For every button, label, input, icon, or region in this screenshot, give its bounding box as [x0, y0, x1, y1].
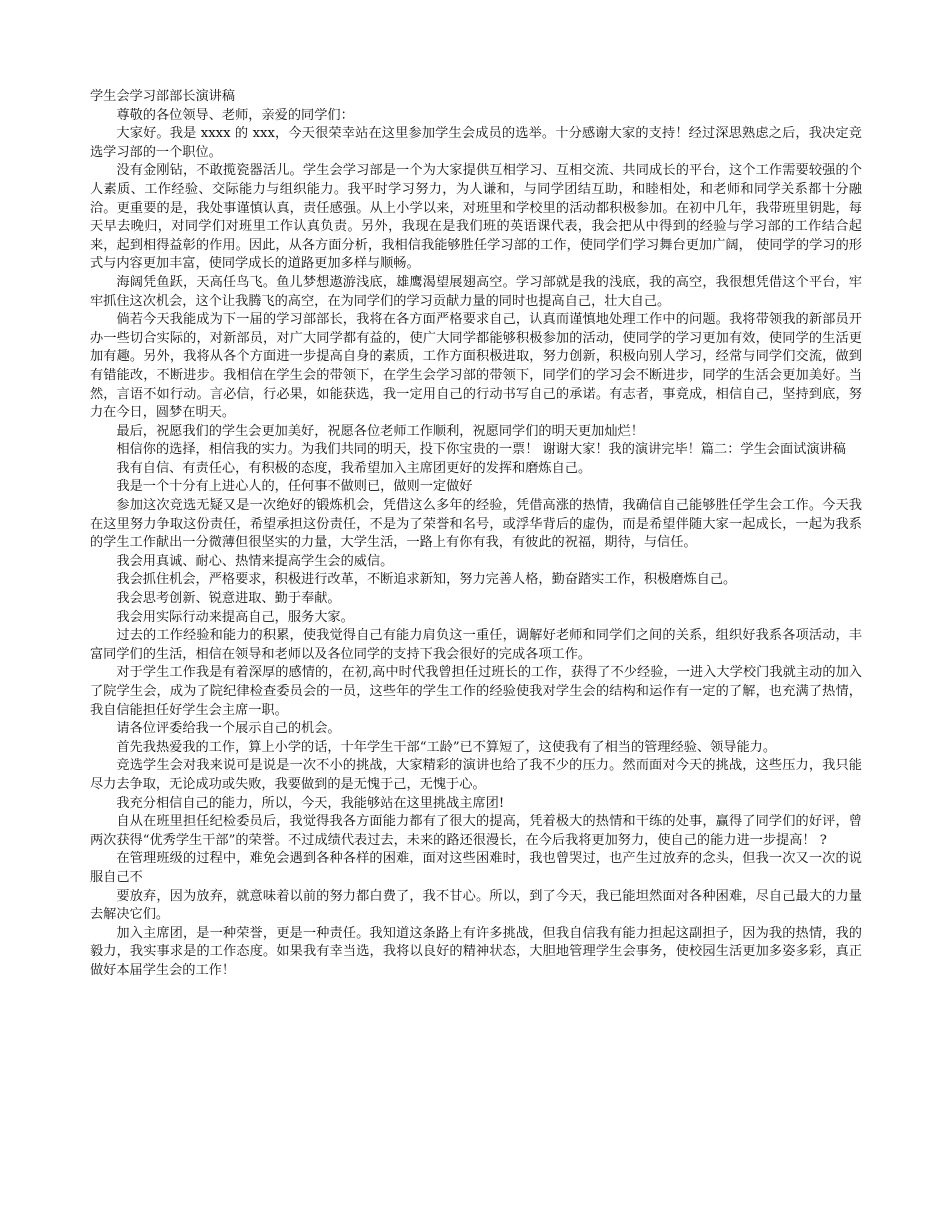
paragraph: 我会思考创新、锐意进取、勤于奉献。 [116, 591, 341, 607]
paragraph: 我充分相信自己的能力，所以，今天，我能够站在这里挑战主席团! [116, 795, 505, 811]
paragraph: 首先我热爱我的工作，算上小学的话，十年学生干部“工龄”已不算短了，这使我有了相当的管理经验、领导能力。 [116, 739, 777, 755]
paragraph: 没有金刚钻，不敢揽瓷器活儿。学生会学习部是一个为大家提供互相学习、互相交流、共同成长的平台，这个工作需要较强的个人素质、工作经验、交际能力与组织能力。我平时学习努力，为人谦和，与同学团结互助，和睦相处，和老师和同学关系都十分融洽。更重要的是，我处事谨慎认真，责任感强。从上小学以来，对班里和学校里的活动都积极参加。在初中几年，我带班里钥匙，每天早去晚归，对同学们对班里工作认真负责。另外，我现在是我们班的英语课代表，我会把从中得到的经验与学习部的工作结合起来，起到相得益彰的作用。因此，从各方面分析，我相信我能够胜任学习部的工作，使同学们学习舞台更加广阔， 使同学的学习的形式与内容更加丰富，使同学成长的道路更加多样与顺畅。 [90, 163, 862, 272]
paragraph: 请各位评委给我一个展示自己的机会。 [116, 721, 341, 737]
paragraph: 我会抓住机会，严格要求，积极进行改革，不断追求新知，努力完善人格，勤奋踏实工作，积极磨炼自己。 [116, 572, 737, 588]
paragraph: 我有自信、有责任心，有积极的态度，我希望加入主席团更好的发挥和磨炼自己。 [116, 460, 592, 476]
paragraph: 要放弃，因为放弃，就意味着以前的努力都白费了，我不甘心。所以，到了今天，我已能坦然面对各种困难，尽自己最大的力量去解决它们。 [90, 888, 862, 923]
paragraph: 竞选学生会对我来说可是说是一次不小的挑战，大家精彩的演讲也给了我不少的压力。然而面对今天的挑战，这些压力，我只能尽力去争取，无论成功或失败，我要做到的是无愧于己，无愧于心。 [90, 758, 862, 792]
paragraph: 过去的工作经验和能力的积累，使我觉得自己有能力肩负这一重任，调解好老师和同学们之间的关系，组织好我系各项活动，丰富同学们的生活，相信在领导和老师以及各位同学的支持下我会很好的完成各项工作。 [90, 628, 862, 662]
paragraph: 自从在班里担任纪检委员后，我觉得我各方面能力都有了很大的提高，凭着极大的热情和干练的处事，赢得了同学们的好评，曾两次获得“优秀学生干部”的荣誉。不过成绩代表过去，未来的路还很漫长，在今后我将更加努力，使自己的能力进一步提高！ ? [90, 814, 862, 848]
paragraph: 在管理班级的过程中，难免会遇到各种各样的困难，面对这些困难时，我也曾哭过，也产生过放弃的念头，但我一次又一次的说服自己不 [90, 851, 862, 885]
paragraph: 我会用真诚、耐心、热情来提高学生会的威信。 [116, 553, 394, 569]
salutation: 尊敬的各位领导、老师，亲爱的同学们： [116, 107, 354, 123]
document-title: 学生会学习部部长演讲稿 [90, 89, 236, 104]
document-body [90, 88, 862, 981]
paragraph: 大家好。我是 xxxx 的 xxx，今天很荣幸站在这里参加学生会成员的选举。十分感谢大家的支持！经过深思熟虑之后，我决定竞选学习部的一个职位。 [90, 126, 862, 160]
paragraph: 加入主席团，是一种荣誉，更是一种责任。我知道这条路上有许多挑战，但我自信我有能力担起这副担子，因为我的热情，我的毅力，我实事求是的工作态度。如果我有幸当选，我将以良好的精神状态，大胆地管理学生会事务，使校园生活更加多姿多彩，真正做好本届学生会的工作！ [90, 925, 862, 978]
paragraph: 我是一个十分有上进心人的，任何事不做则已，做则一定做好 [116, 479, 473, 495]
paragraph: 倘若今天我能成为下一届的学习部部长，我将在各方面严格要求自己，认真而谨慎地处理工作中的问题。我将带领我的新部员开办一些切合实际的，对新部员，对广大同学都有益的，使广大同学都能够积极参加的活动，使同学的学习更加有效，使同学的生活更加有趣。另外，我将从各个方面进一步提高自身的素质，工作方面积极进取，努力创新，积极向别人学习，经常与同学们交流，做到有错能改，不断进步。我相信在学生会的带领下，在学生会学习部的带领下，同学们的学习会不断进步，同学的生活会更加美好。当然，言语不如行动。言必信，行必果，如能获选，我一定用自己的行动书写自己的承诺。有志者，事竟成，相信自己，坚持到底，努力在今日，圆梦在明天。 [90, 312, 862, 421]
paragraph: 海阔凭鱼跃，天高任鸟飞。鱼儿梦想遨游浅底，雄鹰渴望展翅高空。学习部就是我的浅底，我的高空，我很想凭借这个平台，牢牢抓住这次机会，这个让我腾飞的高空，在为同学们的学习贡献力量的同时也提高自己，壮大自己。 [90, 274, 862, 309]
paragraph: 我会用实际行动来提高自己，服务大家。 [116, 609, 354, 625]
paragraph: 对于学生工作我是有着深厚的感情的，在初,高中时代我曾担任过班长的工作，获得了不少经验，一进入大学校门我就主动的加入了院学生会，成为了院纪律检查委员会的一员，这些年的学生工作的经验使我对学生会的结构和运作有一定的了解，也充满了热情，我自信能担任好学生会主席一职。 [90, 665, 862, 718]
paragraph: 相信你的选择，相信我的实力。为我们共同的明天，投下你宝贵的一票！ 谢谢大家！我的演讲完毕！篇二：学生会面试演讲稿 [116, 442, 846, 458]
paragraph: 最后，祝愿我们的学生会更加美好，祝愿各位老师工作顺利，祝愿同学们的明天更加灿烂！ [116, 423, 644, 439]
paragraph: 参加这次竞选无疑又是一次绝好的锻炼机会，凭借这么多年的经验，凭借高涨的热情，我确信自己能够胜任学生会工作。今天我在这里努力争取这份责任，希望承担这份责任，不是为了荣誉和名号，或浮华背后的虚伪，而是希望伴随大家一起成长，一起为我系的学生工作献出一分微薄但很坚实的力量，大学生活，一路上有你有我，有彼此的祝福，期待，与信任。 [90, 498, 862, 551]
